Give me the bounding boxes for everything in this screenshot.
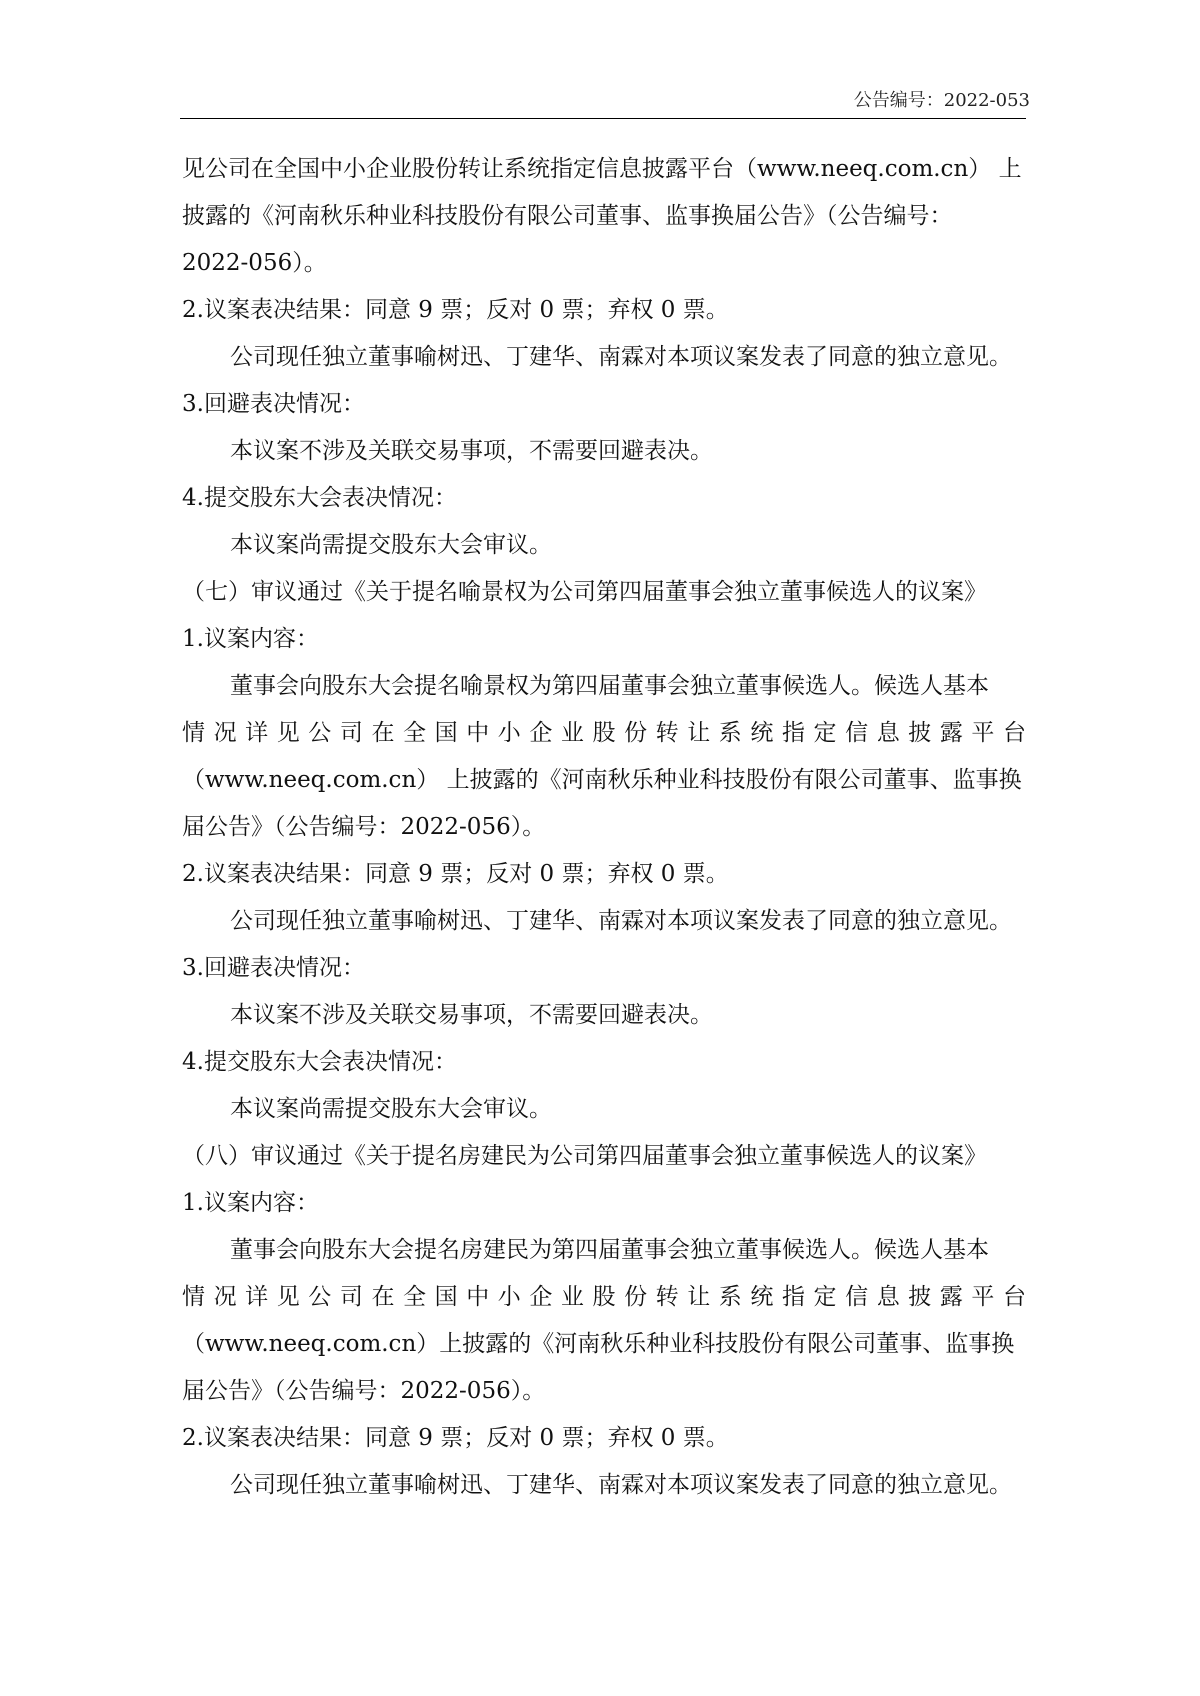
text-line: 本议案尚需提交股东大会审议。 xyxy=(230,1096,552,1122)
text-line: 4.提交股东大会表决情况： xyxy=(182,1049,457,1075)
text-line: 4.提交股东大会表决情况： xyxy=(182,485,457,511)
text-line: 2.议案表决结果：同意 9 票；反对 0 票；弃权 0 票。 xyxy=(182,297,729,323)
text-line: 董事会向股东大会提名喻景权为第四届董事会独立董事候选人。候选人基本 xyxy=(230,673,989,699)
text-line: 2.议案表决结果：同意 9 票；反对 0 票；弃权 0 票。 xyxy=(182,861,729,887)
text-line: 2022-056）。 xyxy=(182,250,327,276)
text-line: 1.议案内容： xyxy=(182,1190,319,1216)
text-line: 披露的《河南秋乐种业科技股份有限公司董事、监事换届公告》（公告编号： xyxy=(182,203,953,229)
text-line: （七）审议通过《关于提名喻景权为公司第四届董事会独立董事候选人的议案》 xyxy=(182,579,987,605)
text-line: 情况详见公司在全国中小企业股份转让系统指定信息披露平台 xyxy=(182,1284,1026,1310)
text-line: 1.议案内容： xyxy=(182,626,319,652)
text-line: 情况详见公司在全国中小企业股份转让系统指定信息披露平台 xyxy=(182,720,1026,746)
text-line: （www.neeq.com.cn）上披露的《河南秋乐种业科技股份有限公司董事、监事换 xyxy=(182,1331,1015,1357)
text-line: 2.议案表决结果：同意 9 票；反对 0 票；弃权 0 票。 xyxy=(182,1425,729,1451)
document-body xyxy=(182,146,1026,1509)
text-line: 本议案尚需提交股东大会审议。 xyxy=(230,532,552,558)
text-line: 本议案不涉及关联交易事项，不需要回避表决。 xyxy=(230,438,713,464)
announcement-number: 公告编号：2022-053 xyxy=(853,90,1030,111)
text-line: 公司现任独立董事喻树迅、丁建华、南霖对本项议案发表了同意的独立意见。 xyxy=(230,344,1012,370)
text-line: （www.neeq.com.cn） 上披露的《河南秋乐种业科技股份有限公司董事、监事换 xyxy=(182,767,1022,793)
text-line: 届公告》（公告编号：2022-056）。 xyxy=(182,814,546,840)
text-line: 公司现任独立董事喻树迅、丁建华、南霖对本项议案发表了同意的独立意见。 xyxy=(230,908,1012,934)
text-line: 3.回避表决情况： xyxy=(182,391,365,417)
text-line: （八）审议通过《关于提名房建民为公司第四届董事会独立董事候选人的议案》 xyxy=(182,1143,987,1169)
text-line: 公司现任独立董事喻树迅、丁建华、南霖对本项议案发表了同意的独立意见。 xyxy=(230,1472,1012,1498)
header-rule xyxy=(180,118,1026,119)
text-line: 本议案不涉及关联交易事项，不需要回避表决。 xyxy=(230,1002,713,1028)
text-line: 见公司在全国中小企业股份转让系统指定信息披露平台（www.neeq.com.cn） 上 xyxy=(182,156,1022,182)
text-line: 董事会向股东大会提名房建民为第四届董事会独立董事候选人。候选人基本 xyxy=(230,1237,989,1263)
text-line: 届公告》（公告编号：2022-056）。 xyxy=(182,1378,546,1404)
text-line: 3.回避表决情况： xyxy=(182,955,365,981)
